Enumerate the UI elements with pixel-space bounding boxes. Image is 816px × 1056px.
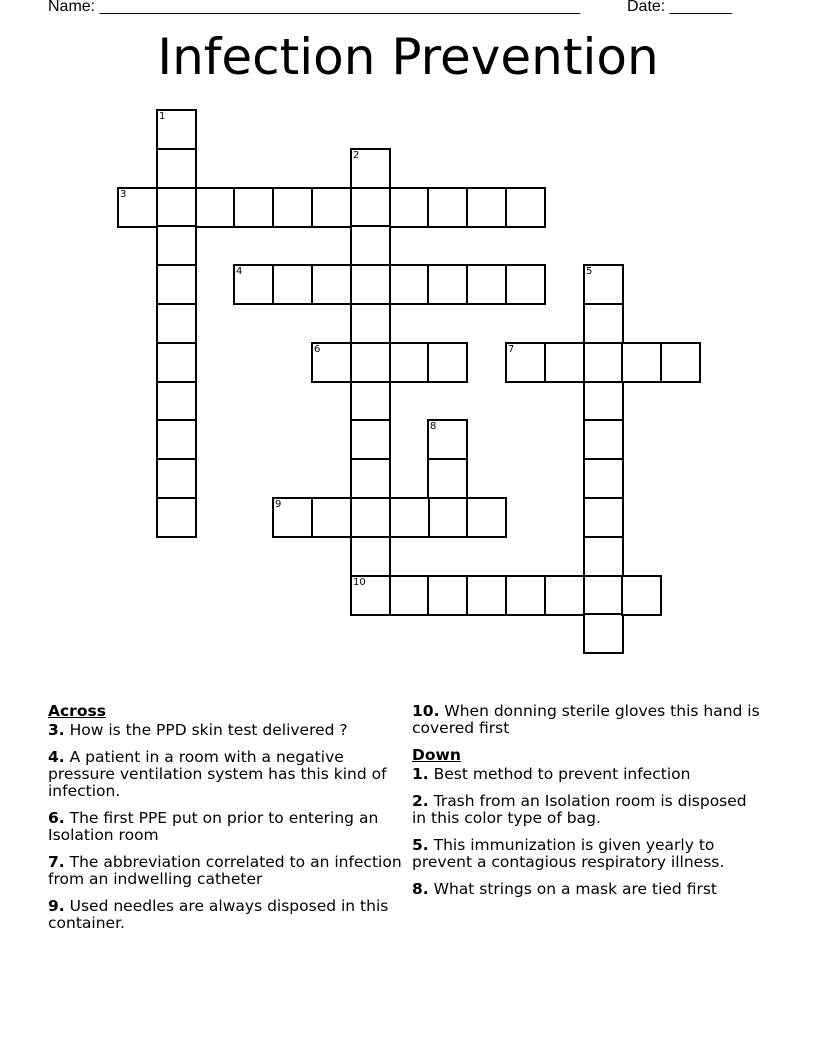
clue-number: 6 bbox=[48, 809, 59, 827]
grid-cell[interactable] bbox=[544, 575, 585, 616]
cell-number: 1 bbox=[159, 111, 166, 122]
clue-down-5: 5. This immunization is given yearly to prevent a contagious respiratory illness. bbox=[412, 836, 725, 871]
grid-cell[interactable] bbox=[583, 381, 624, 422]
cell-number: 4 bbox=[236, 266, 243, 277]
grid-cell[interactable] bbox=[466, 497, 507, 538]
clue-down-2: 2. Trash from an Isolation room is disposed in this color type of bag. bbox=[412, 792, 747, 827]
grid-cell[interactable] bbox=[350, 148, 391, 189]
grid-cell[interactable] bbox=[389, 342, 430, 383]
clue-text: How is the PPD skin test delivered ? bbox=[69, 721, 348, 739]
grid-cell[interactable] bbox=[621, 575, 662, 616]
grid-cell[interactable] bbox=[505, 575, 546, 616]
grid-cell[interactable] bbox=[583, 575, 624, 616]
grid-cell[interactable] bbox=[272, 264, 313, 305]
grid-cell[interactable] bbox=[156, 148, 197, 189]
down-heading: Down bbox=[412, 746, 461, 764]
grid-cell[interactable] bbox=[156, 264, 197, 305]
clue-number: 3 bbox=[48, 721, 59, 739]
clue-text: What strings on a mask are tied first bbox=[433, 880, 717, 898]
grid-cell[interactable] bbox=[583, 458, 624, 499]
grid-cell[interactable] bbox=[660, 342, 701, 383]
clue-text: Best method to prevent infection bbox=[433, 765, 691, 783]
grid-cell[interactable] bbox=[156, 381, 197, 422]
clue-text: A patient in a room with a negative pressure ventilation system has this kind of infection. bbox=[48, 748, 387, 800]
grid-cell[interactable] bbox=[466, 575, 507, 616]
grid-cell[interactable] bbox=[156, 458, 197, 499]
puzzle-title: Infection Prevention bbox=[157, 28, 659, 86]
clue-across-10: 10. When donning sterile gloves this hand is covered first bbox=[412, 702, 760, 737]
grid-cell[interactable] bbox=[311, 264, 352, 305]
clue-number: 5 bbox=[412, 836, 423, 854]
cell-number: 9 bbox=[275, 499, 282, 510]
grid-cell[interactable] bbox=[350, 225, 391, 266]
clue-down-1: 1. Best method to prevent infection bbox=[412, 765, 691, 783]
grid-cell[interactable] bbox=[156, 225, 197, 266]
grid-cell[interactable] bbox=[583, 536, 624, 577]
grid-cell[interactable] bbox=[156, 497, 197, 538]
clue-text: Trash from an Isolation room is disposed in this color type of bag. bbox=[412, 792, 747, 827]
grid-cell[interactable] bbox=[350, 419, 391, 460]
grid-cell[interactable] bbox=[466, 264, 507, 305]
grid-cell[interactable] bbox=[583, 497, 624, 538]
clue-across-4: 4. A patient in a room with a negative pressure ventilation system has this kind of infection. bbox=[48, 748, 387, 800]
grid-cell[interactable] bbox=[350, 536, 391, 577]
clue-across-3: 3. How is the PPD skin test delivered ? bbox=[48, 721, 348, 739]
grid-cell[interactable] bbox=[583, 419, 624, 460]
down-clues bbox=[412, 703, 762, 908]
grid-cell[interactable] bbox=[427, 497, 468, 538]
grid-cell[interactable] bbox=[505, 187, 546, 228]
cell-number: 6 bbox=[314, 344, 321, 355]
grid-cell[interactable] bbox=[233, 264, 274, 305]
grid-cell[interactable] bbox=[350, 575, 391, 616]
clue-text: The first PPE put on prior to entering an Isolation room bbox=[48, 809, 379, 844]
grid-cell[interactable] bbox=[505, 342, 546, 383]
clue-text: When donning sterile gloves this hand is covered first bbox=[412, 702, 760, 737]
grid-cell[interactable] bbox=[427, 575, 468, 616]
grid-cell[interactable] bbox=[466, 187, 507, 228]
date-field[interactable]: Date: _______ bbox=[627, 0, 732, 15]
grid-cell[interactable] bbox=[427, 187, 468, 228]
clue-number: 10 bbox=[412, 702, 434, 720]
clue-number: 4 bbox=[48, 748, 59, 766]
grid-cell[interactable] bbox=[117, 187, 158, 228]
grid-cell[interactable] bbox=[583, 342, 624, 383]
clue-number: 2 bbox=[412, 792, 423, 810]
grid-cell[interactable] bbox=[156, 303, 197, 344]
grid-cell[interactable] bbox=[195, 187, 236, 228]
grid-cell[interactable] bbox=[389, 575, 430, 616]
grid-cell[interactable] bbox=[427, 342, 468, 383]
grid-cell[interactable] bbox=[350, 497, 391, 538]
grid-cell[interactable] bbox=[350, 381, 391, 422]
grid-cell[interactable] bbox=[505, 264, 546, 305]
grid-cell[interactable] bbox=[350, 187, 391, 228]
grid-cell[interactable] bbox=[272, 497, 313, 538]
cell-number: 5 bbox=[586, 266, 593, 277]
grid-cell[interactable] bbox=[427, 419, 468, 460]
grid-cell[interactable] bbox=[621, 342, 662, 383]
grid-cell[interactable] bbox=[350, 342, 391, 383]
grid-cell[interactable] bbox=[156, 187, 197, 228]
clue-number: 7 bbox=[48, 853, 59, 871]
clue-text: Used needles are always disposed in this container. bbox=[48, 897, 389, 932]
grid-cell[interactable] bbox=[427, 458, 468, 499]
grid-cell[interactable] bbox=[583, 264, 624, 305]
grid-cell[interactable] bbox=[156, 342, 197, 383]
grid-cell[interactable] bbox=[350, 303, 391, 344]
clue-across-9: 9. Used needles are always disposed in this container. bbox=[48, 897, 389, 932]
grid-cell[interactable] bbox=[350, 264, 391, 305]
clue-number: 1 bbox=[412, 765, 423, 783]
clue-across-6: 6. The first PPE put on prior to entering an Isolation room bbox=[48, 809, 379, 844]
grid-cell[interactable] bbox=[156, 419, 197, 460]
clue-down-8: 8. What strings on a mask are tied first bbox=[412, 880, 717, 898]
grid-cell[interactable] bbox=[311, 187, 352, 228]
grid-cell[interactable] bbox=[311, 342, 352, 383]
cell-number: 7 bbox=[508, 344, 515, 355]
clue-across-7: 7. The abbreviation correlated to an infection from an indwelling catheter bbox=[48, 853, 402, 888]
grid-cell[interactable] bbox=[583, 613, 624, 654]
grid-cell[interactable] bbox=[156, 109, 197, 150]
grid-cell[interactable] bbox=[583, 303, 624, 344]
cell-number: 3 bbox=[120, 189, 127, 200]
name-field[interactable]: Name: ______________________________________________________ bbox=[48, 0, 581, 15]
cell-number: 2 bbox=[353, 150, 360, 161]
grid-cell[interactable] bbox=[389, 264, 430, 305]
across-heading: Across bbox=[48, 702, 106, 720]
cell-number: 8 bbox=[430, 421, 437, 432]
across-clues bbox=[48, 703, 403, 942]
cell-number: 10 bbox=[353, 577, 366, 588]
grid-cell[interactable] bbox=[427, 264, 468, 305]
clue-number: 9 bbox=[48, 897, 59, 915]
clue-text: This immunization is given yearly to prevent a contagious respiratory illness. bbox=[412, 836, 725, 871]
grid-cell[interactable] bbox=[389, 187, 430, 228]
grid-cell[interactable] bbox=[544, 342, 585, 383]
grid-cell[interactable] bbox=[350, 458, 391, 499]
clue-number: 8 bbox=[412, 880, 423, 898]
grid-cell[interactable] bbox=[311, 497, 352, 538]
grid-cell[interactable] bbox=[272, 187, 313, 228]
clue-text: The abbreviation correlated to an infection from an indwelling catheter bbox=[48, 853, 402, 888]
grid-cell[interactable] bbox=[389, 497, 430, 538]
grid-cell[interactable] bbox=[233, 187, 274, 228]
